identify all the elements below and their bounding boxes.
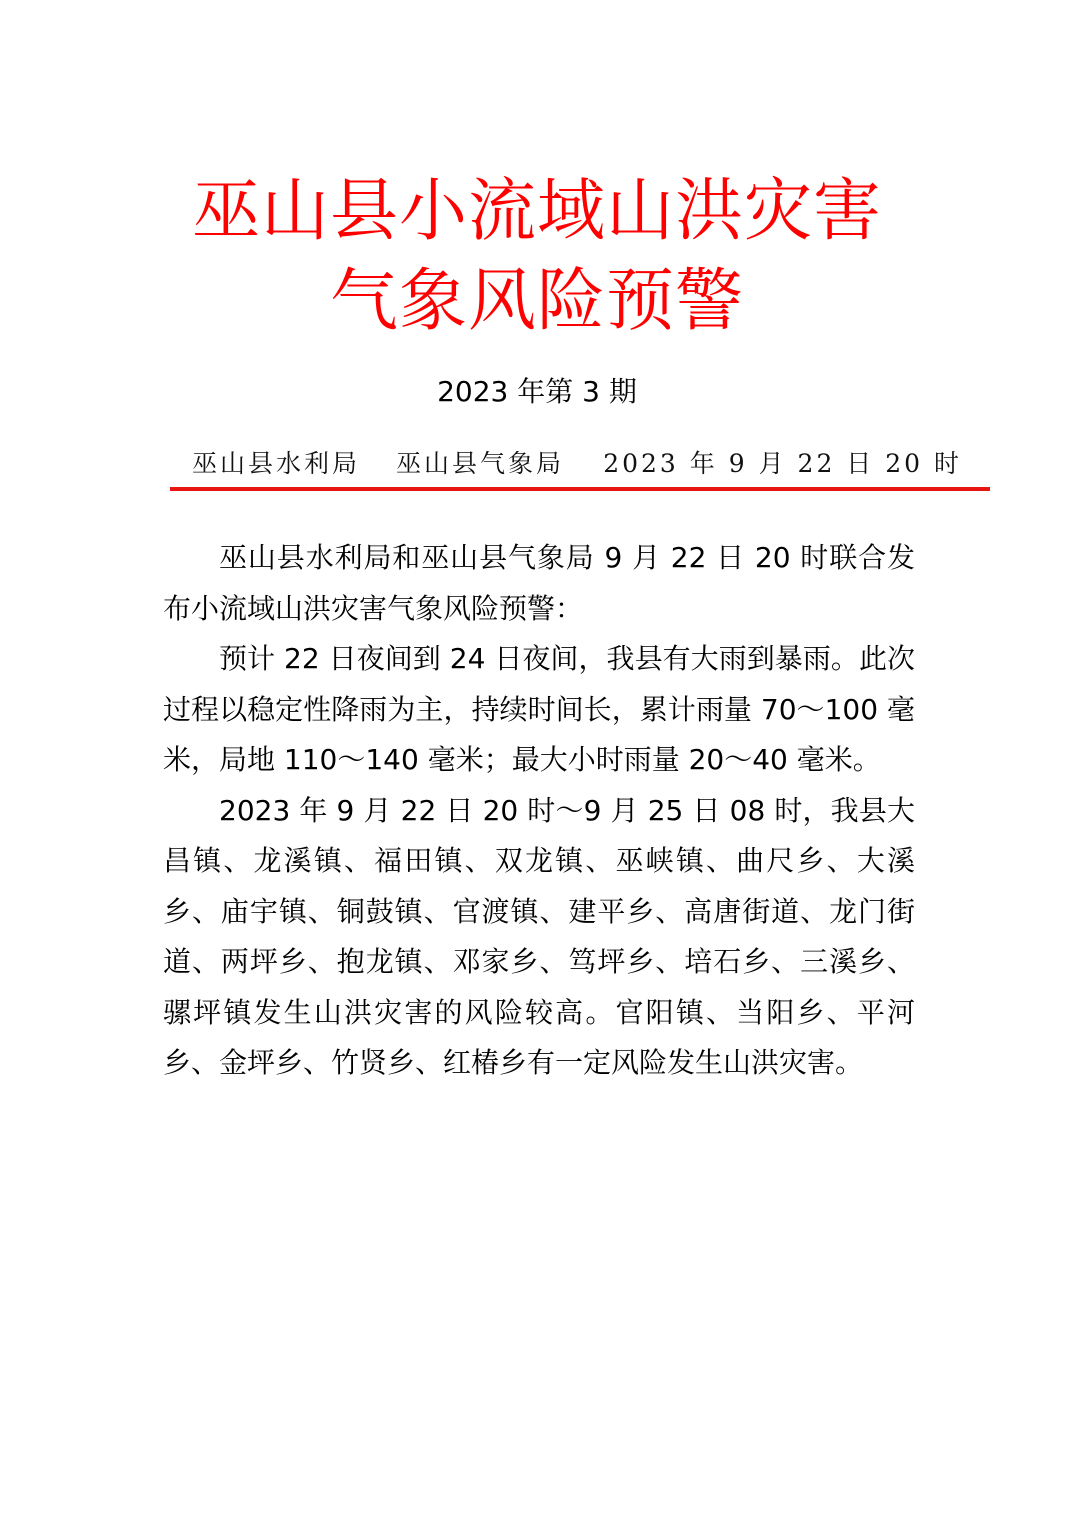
issue-number: 2023 年第 3 期 <box>437 375 637 408</box>
issuer-row <box>192 444 962 484</box>
document-body <box>163 533 915 1089</box>
issue-datetime: 2023 年 9 月 22 日 20 时 <box>603 449 962 478</box>
body-paragraph-risk-areas: 2023 年 9 月 22 日 20 时～9 月 25 日 08 时，我县大昌镇、龙溪镇、福田镇、双龙镇、巫峡镇、曲尺乡、大溪乡、庙宇镇、铜鼓镇、官渡镇、建平乡、高唐街道、龙门街道、两坪乡、抱龙镇、邓家乡、笃坪乡、培石乡、三溪乡、骡坪镇发生山洪灾害的风险较高。官阳镇、当阳乡、平河乡、金坪乡、竹贤乡、红椿乡有一定风险发生山洪灾害。 <box>163 793 915 1079</box>
issuer-water-bureau: 巫山县水利局 <box>192 449 361 478</box>
red-divider <box>170 487 990 491</box>
issuer-meteorological-bureau: 巫山县气象局 <box>396 449 565 478</box>
document-title-line1: 巫山县小流域山洪灾害 <box>191 172 882 251</box>
document-title-line2: 气象风险预警 <box>329 262 744 341</box>
body-paragraph-intro: 巫山县水利局和巫山县气象局 9 月 22 日 20 时联合发布小流域山洪灾害气象风险预警： <box>163 541 915 625</box>
body-paragraph-forecast: 预计 22 日夜间到 24 日夜间，我县有大雨到暴雨。此次过程以稳定性降雨为主，持续时间长，累计雨量 70～100 毫米，局地 110～140 毫米；最大小时雨量 20～40 毫米。 <box>163 642 915 776</box>
